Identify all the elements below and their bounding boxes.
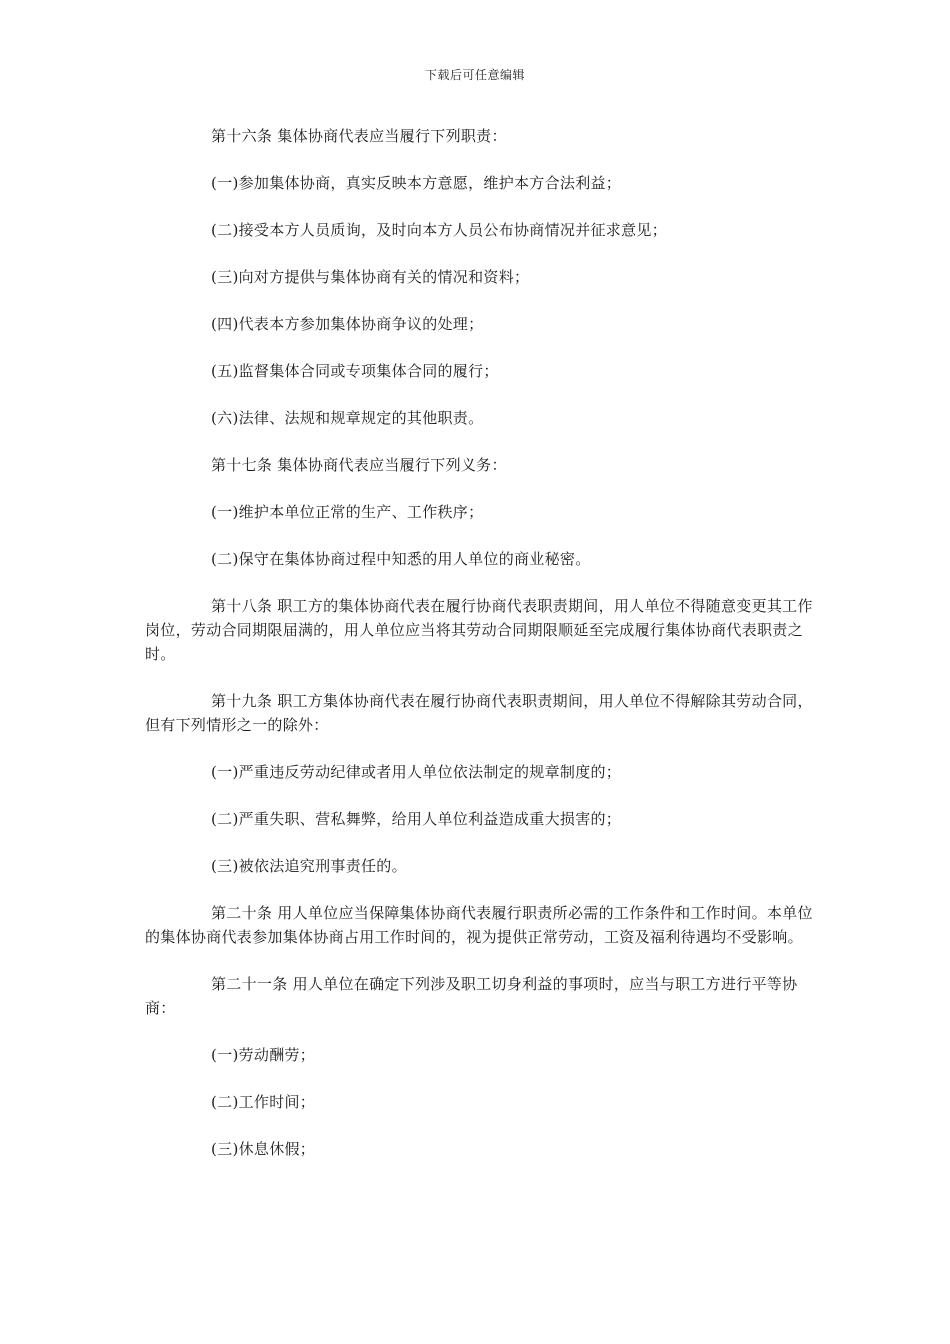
article-19-item-1: (一)严重违反劳动纪律或者用人单位依法制定的规章制度的；: [211, 763, 622, 781]
article-19-item-2: (二)严重失职、营私舞弊，给用人单位利益造成重大损害的；: [211, 810, 622, 828]
article-17-item-1: (一)维护本单位正常的生产、工作秩序；: [211, 503, 484, 521]
article-16-item-4: (四)代表本方参加集体协商争议的处理；: [211, 315, 484, 333]
article-21-item-1: (一)劳动酬劳；: [211, 1046, 316, 1064]
article-16-item-6: (六)法律、法规和规章规定的其他职责。: [211, 409, 484, 427]
article-17-item-2: (二)保守在集体协商过程中知悉的用人单位的商业秘密。: [211, 550, 591, 568]
article-16-item-5: (五)监督集体合同或专项集体合同的履行；: [211, 362, 499, 380]
article-16-item-1: (一)参加集体协商，真实反映本方意愿，维护本方合法利益；: [211, 174, 622, 192]
article-19: 第十九条 职工方集体协商代表在履行协商代表职责期间，用人单位不得解除其劳动合同，但有下列情形之一的除外：: [145, 692, 813, 734]
article-18: 第十八条 职工方的集体协商代表在履行协商代表职责期间，用人单位不得随意变更其工作岗位，劳动合同期限届满的，用人单位应当将其劳动合同期限顺延至完成履行集体协商代表职责之时。: [145, 597, 813, 663]
page-header: 下载后可任意编辑: [424, 68, 525, 82]
document-body: [145, 124, 820, 1161]
article-21-item-3: (三)休息休假；: [211, 1140, 316, 1158]
article-16-item-3: (三)向对方提供与集体协商有关的情况和资料；: [211, 268, 530, 286]
article-16-item-2: (二)接受本方人员质询，及时向本方人员公布协商情况并征求意见；: [211, 221, 668, 239]
article-20: 第二十条 用人单位应当保障集体协商代表履行职责所必需的工作条件和工作时间。本单位的集体协商代表参加集体协商占用工作时间的，视为提供正常劳动，工资及福利待遇均不受影响。: [145, 904, 813, 946]
article-17-heading: 第十七条 集体协商代表应当履行下列义务：: [211, 456, 507, 474]
article-19-item-3: (三)被依法追究刑事责任的。: [211, 857, 407, 875]
article-16-heading: 第十六条 集体协商代表应当履行下列职责：: [211, 127, 507, 145]
article-21-item-2: (二)工作时间；: [211, 1093, 316, 1111]
article-21: 第二十一条 用人单位在确定下列涉及职工切身利益的事项时，应当与职工方进行平等协商：: [145, 975, 798, 1017]
